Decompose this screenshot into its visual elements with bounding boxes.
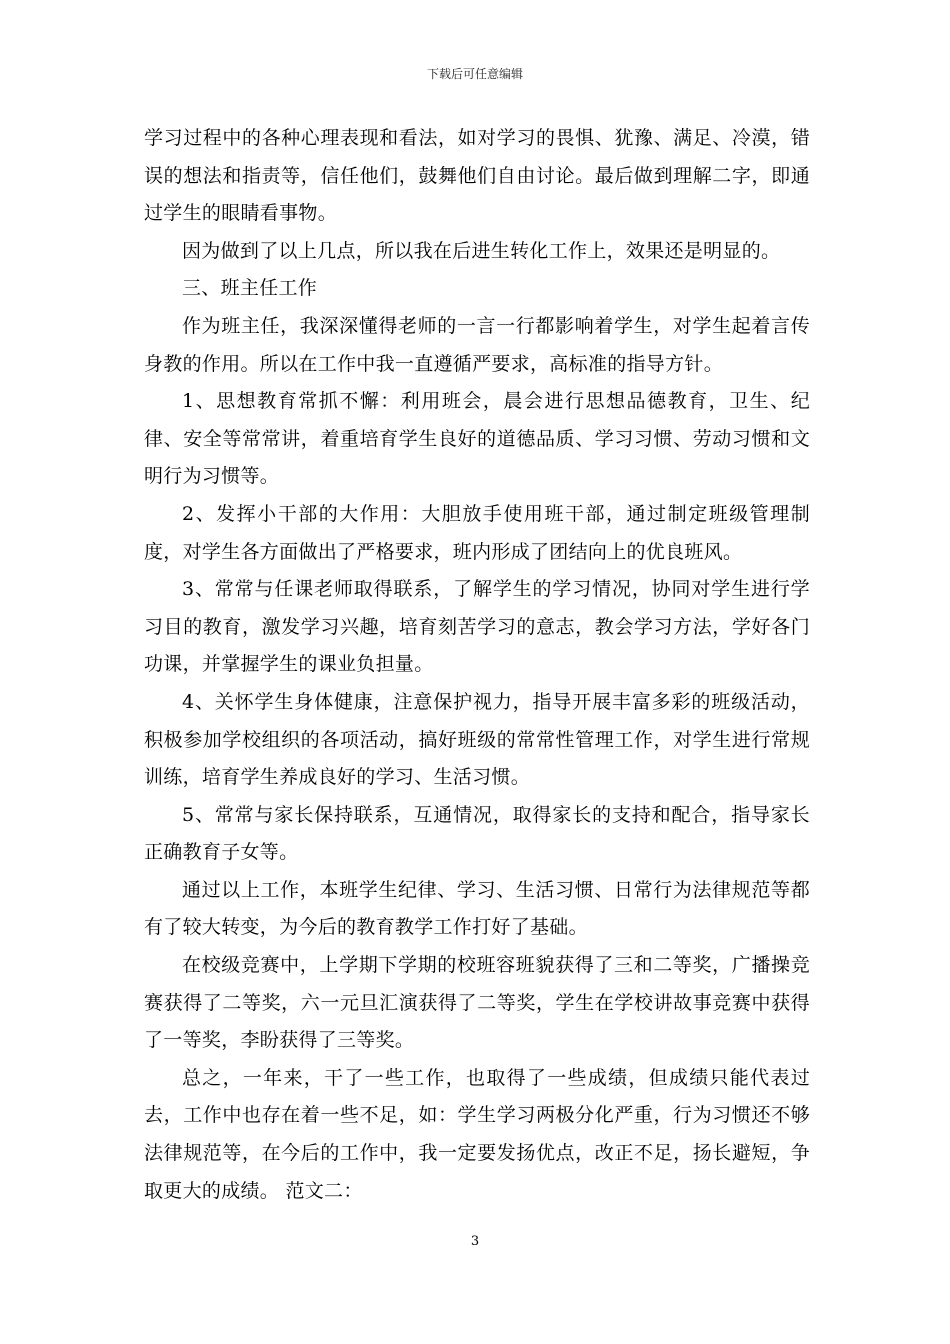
paragraph: 作为班主任，我深深懂得老师的一言一行都影响着学生，对学生起着言传身教的作用。所以在工作中我一直遵循严要求，高标准的指导方针。 [144,314,810,375]
paragraph: 总之，一年来，干了一些工作，也取得了一些成绩，但成绩只能代表过去，工作中也存在着一些不足，如：学生学习两极分化严重，行为习惯还不够法律规范等，在今后的工作中，我一定要发扬优点，改正不足，扬长避短，争取更大的成绩。 范文二： [144,1066,810,1202]
paragraph: 在校级竞赛中，上学期下学期的校班容班貌获得了三和二等奖，广播操竞赛获得了二等奖，六一元旦汇演获得了二等奖，学生在学校讲故事竞赛中获得了一等奖，李盼获得了三等奖。 [144,954,810,1052]
list-item: 4、关怀学生身体健康，注意保护视力，指导开展丰富多彩的班级活动，积极参加学校组织的各项活动，搞好班级的常常性管理工作，对学生进行常规训练，培育学生养成良好的学习、生活习惯。 [144,690,810,789]
section-heading: 三、班主任工作 [182,277,318,300]
paragraph: 因为做到了以上几点，所以我在后进生转化工作上，效果还是明显的。 [182,239,781,262]
list-item: 5、常常与家长保持联系，互通情况，取得家长的支持和配合，指导家长正确教育子女等。 [144,803,810,864]
page-header: 下载后可任意编辑 [426,67,523,81]
list-item: 3、常常与任课老师取得联系，了解学生的学习情况，协同对学生进行学习目的教育，激发学习兴趣，培育刻苦学习的意志，教会学习方法，学好各门功课，并掌握学生的课业负担量。 [144,578,810,676]
list-item: 1、思想教育常抓不懈：利用班会，晨会进行思想品德教育，卫生、纪律、安全等常常讲，着重培育学生良好的道德品质、学习习惯、劳动习惯和文明行为习惯等。 [144,390,810,488]
paragraph: 通过以上工作，本班学生纪律、学习、生活习惯、日常行为法律规范等都有了较大转变，为今后的教育教学工作打好了基础。 [144,878,810,939]
list-item: 2、发挥小干部的大作用：大胆放手使用班干部，通过制定班级管理制度，对学生各方面做出了严格要求，班内形成了团结向上的优良班风。 [144,502,810,563]
document-body [144,120,810,1210]
paragraph: 学习过程中的各种心理表现和看法，如对学习的畏惧、犹豫、满足、冷漠，错误的想法和指责等，信任他们，鼓舞他们自由讨论。最后做到理解二字，即通过学生的眼睛看事物。 [144,127,810,225]
page-number: 3 [470,1234,480,1249]
